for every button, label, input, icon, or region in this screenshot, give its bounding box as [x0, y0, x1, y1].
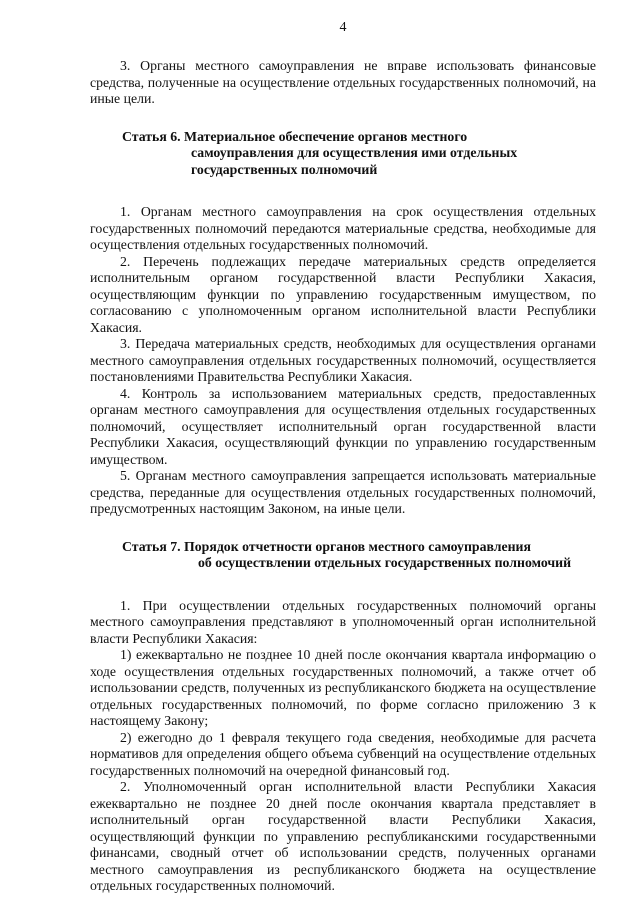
article-6-title-line: государственных полномочий [191, 161, 378, 177]
article-6-title [90, 129, 596, 179]
article-7-title-line: Статья 7. Порядок отчетности органов местного самоуправления [122, 538, 531, 554]
article-7-title-line: об осуществлении отдельных государственных полномочий [198, 555, 572, 570]
article-6-title-line: Статья 6. Материальное обеспечение органов местного [122, 128, 468, 144]
article-6-title-line: самоуправления для осуществления ими отдельных [191, 145, 518, 160]
article-7-title [90, 539, 596, 572]
paragraph-article7-item2: 2. Уполномоченный орган исполнительной власти Республики Хакасия ежеквартально не позднее 20 дней после окончания квартала представляет в исполнительный орган государственной власти Республики Хакасия, осуществляющий функции по управлению республиканскими государственными финансами, сводный отчет об использовании средств, полученных органами местного самоуправления из республиканского бюджета на осуществление отдельных государственных полномочий. [90, 779, 596, 893]
paragraph-article5-item3: 3. Органы местного самоуправления не вправе использовать финансовые средства, полученные на осуществление отдельных государственных полномочий, на иные цели. [90, 58, 596, 106]
paragraph-article7-subitem1: 1) ежеквартально не позднее 10 дней после окончания квартала информацию о ходе осуществления отдельных государственных полномочий, а также отчет об использовании средств, полученных из республиканского бюджета на осуществление отдельных государственных полномочий, по форме согласно приложению 3 к настоящему Закону; [90, 647, 596, 728]
paragraph-article6-item3: 3. Передача материальных средств, необходимых для осуществления органами местного самоуправления отдельных государственных полномочий, осуществляется постановлениями Правительства Республики Хакасия. [90, 336, 596, 384]
page-number: 4 [339, 20, 347, 35]
paragraph-article7-subitem2: 2) ежегодно до 1 февраля текущего года сведения, необходимые для расчета нормативов для определения общего объема субвенций на осуществление отдельных государственных полномочий на очередной финансовый год. [90, 729, 596, 778]
paragraph-article6-item4: 4. Контроль за использованием материальных средств, предоставленных органам местного самоуправления для осуществления отдельных государственных полномочий, осуществляет исполнительный орган государственной власти Республики Хакасия, осуществляющий функции по управлению государственным имуществом. [90, 385, 596, 467]
paragraph-article6-item5: 5. Органам местного самоуправления запрещается использовать материальные средства, переданные для осуществления отдельных государственных полномочий, предусмотренных настоящим Законом, на иные цели. [90, 468, 596, 516]
document-body [90, 58, 596, 895]
paragraph-article6-item2: 2. Перечень подлежащих передаче материальных средств определяется исполнительным органом государственной власти Республики Хакасия, осуществляющим функции по управлению государственным имуществом, по согласованию с уполномоченным органом исполнительной власти Республики Хакасия. [90, 253, 596, 335]
paragraph-article6-item1: 1. Органам местного самоуправления на срок осуществления отдельных государственных полномочий передаются материальные средства, необходимые для осуществления отдельных государственных полномочий. [90, 204, 596, 252]
paragraph-article7-item1: 1. При осуществлении отдельных государственных полномочий органы местного самоуправления представляют в уполномоченный орган исполнительной власти Республики Хакасия: [90, 597, 596, 646]
